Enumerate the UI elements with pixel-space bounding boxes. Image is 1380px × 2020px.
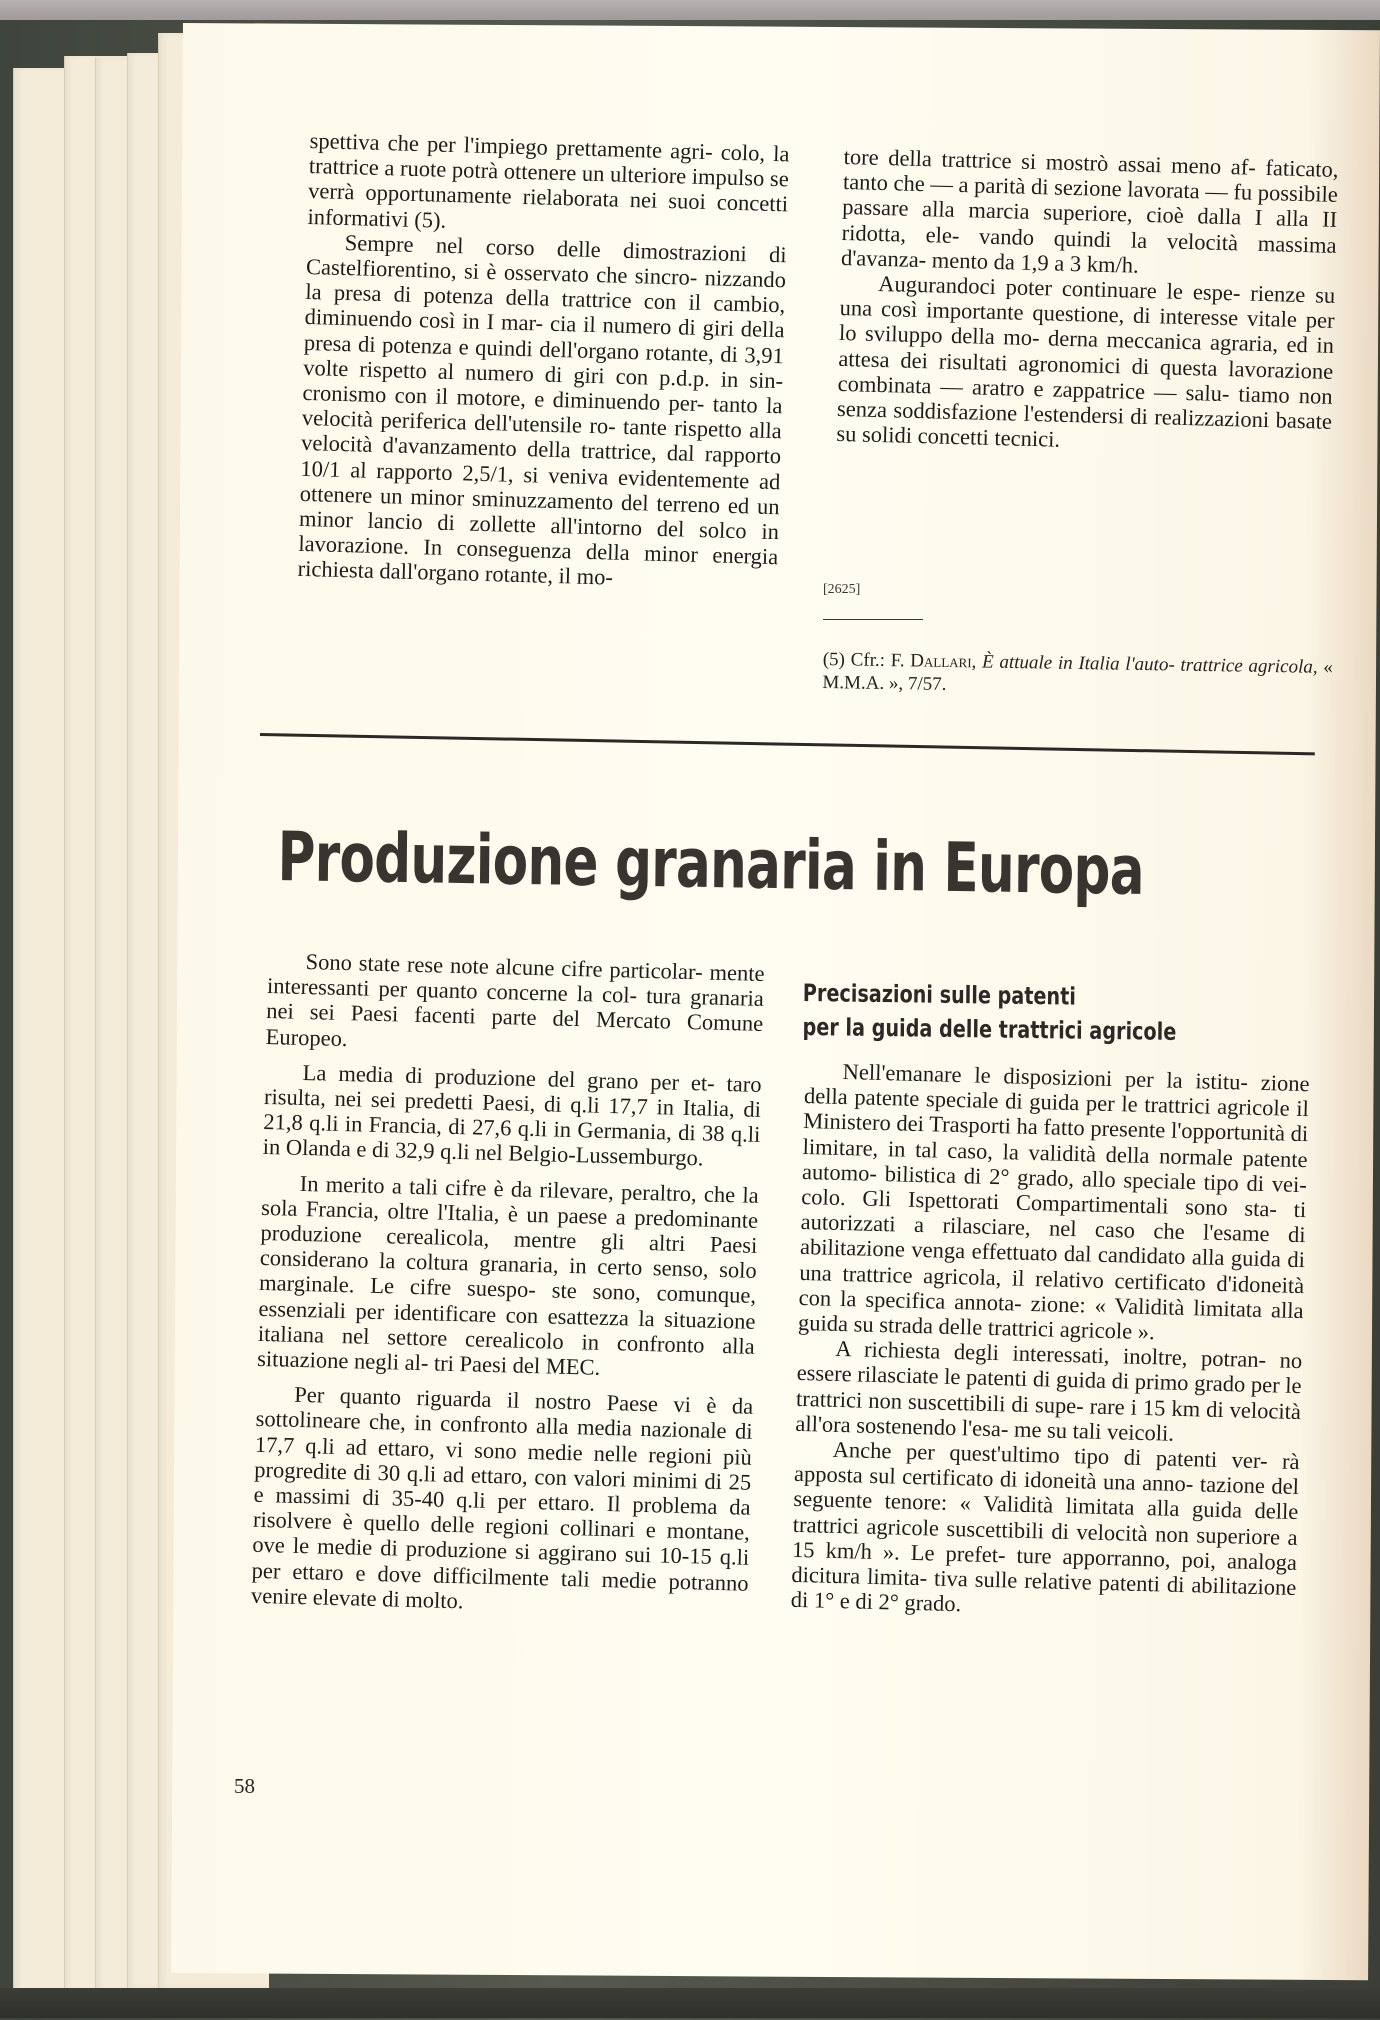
paragraph: Anche per quest'ultimo tipo di patenti ver- rà apposta sul certificato di idoneità una anno- tazione del seguente tenore: « Validità limitata alla guida delle trattrici agricole suscettibili di velocità non superiore a 15 km/h ». Le prefet- ture apporranno, poi, analoga dicitura limita- tiva sulle relative patenti di abilitazione di 1° e di 2° grado. [790,1436,1300,1617]
page-number: 58 [234,1774,255,1798]
paragraph: Nell'emanare le disposizioni per la istitu- zione della patente speciale di guida per le trattrici agricole il Ministero dei Trasporti ha fatto presente l'opportunità di limitare, in tal caso, la validità della normale patente automo- bilistica di 2° grado, allo speciale tipo di vei- colo. Gli Ispettorati Compartimentali sono sta- ti autorizzati a rilasciare, nel caso che l'esame di abilitazione venga effettuato dal candidato alla guida di una trattrice agricola, il relativo certificato d'idoneità con la specifica annota- zione: « Validità limitata alla guida su strada delle trattrici agricole ». [797,1058,1310,1345]
paragraph: Per quanto riguarda il nostro Paese vi è da sottolineare che, in confronto alla media nazionale di 17,7 q.li ad ettaro, vi sono medie nelle regioni più progredite di 30 q.li ad ettaro, con valori minimi di 25 e massimi di 35-40 q.li per ettaro. Il problema da risolvere è quello delle regioni collinari e montane, ove le medie di produzione si aggirano sui 10-15 q.li per ettaro e dove difficilmente tali medie potranno venire elevate di molto. [250,1382,754,1614]
footnote-marker: (5) Cfr.: [822,648,886,671]
paragraph: In merito a tali cifre è da rilevare, peraltro, che la sola Francia, oltre l'Italia, è un paese a predominante produzione cerealicola, mentre gli altri Paesi considerano la coltura granaria, in certo senso, solo marginale. Le cifre suespo- ste sono, comunque, essenziali per identificare con esattezza la situazione italiana nel settore cerealicolo in confronto alla situazione negli al- tri Paesi del MEC. [256,1170,760,1380]
footnote-source: « M.M.A. », 7/57. [822,656,1333,695]
footnote [822,648,1333,702]
main-article-column [251,948,765,1621]
footnote-title: È attuale in Italia l'auto- trattrice agricola, [981,651,1318,678]
paragraph: Sono state rese note alcune cifre particolar- mente interessanti per quanto concerne la col- tura granaria nei sei Paesi facenti parte del Mercato Comune Europeo. [265,948,765,1051]
paragraph: A richiesta degli interessati, inoltre, potran- no essere rilasciate le patenti di guida di primo grado per le trattrici non suscettibili di supe- rare i 15 km di velocità all'ora sostenendo l'esa- me su tali veicoli. [795,1336,1303,1446]
scan-bottom-edge [0,1988,1380,2018]
paragraph: tore della trattrice si mostrò assai meno af- faticato, tanto che — a parità di sezione lavorata — fu possibile passare alla marcia superiore, cioè dalla I alla II ridotta, ele- vando quindi la velocità massima d'avanza- mento da 1,9 a 3 km/h. [840,144,1339,278]
article-code: [2625] [823,582,861,597]
side-headline-line: Precisazioni sulle patenti [802,978,1077,1011]
side-article-column [790,1058,1309,1625]
article-headline: Produzione granaria in Europa [277,818,1145,911]
previous-article-right-column [836,144,1339,459]
paragraph: spettiva che per l'impiego prettamente agri- colo, la trattrice a ruote potrà ottenere un ulteriore impulso se verrà opportunamente rielaborata nei suoi concetti informativi (5). [307,128,790,233]
footnote-author: F. Dallari, [890,650,977,673]
side-headline-line: per la guida delle trattrici agricole [802,1012,1177,1046]
side-article-headline [802,976,1219,1049]
previous-article-left-column [297,128,789,595]
paragraph: La media di produzione del grano per et- taro risulta, nei sei predetti Paesi, di q.li 17,7 in Italia, di 21,8 q.li in Francia, di 27,6 q.li in Germania, di 38 q.li in Olanda e di 32,9 q.li nel Belgio-Lussemburgo. [262,1059,762,1171]
paragraph: Sempre nel corso delle dimostrazioni di Castelfiorentino, si è osservato che sincro- nizzando la presa di potenza della trattrice con il cambio, diminuendo così in I mar- cia il numero di giri della presa di potenza e quindi dell'organo rotante, di 3,91 volte rispetto al numero di giri con p.d.p. in sin- cronismo con il motore, e diminuendo per- tanto la velocità periferica dell'utensile ro- tante rispetto alla velocità d'avanzamento della trattrice, dal rapporto 10/1 al rapporto 2,5/1, si veniva evidentemente ad ottenere un minor sminuzzamento del terreno ed un minor lancio di zollette all'intorno del solco in lavorazione. In conseguenza della minor energia richiesta dall'organo rotante, il mo- [297,229,787,591]
footnote-rule [823,619,923,620]
paragraph: Augurandoci poter continuare le espe- rienze su una così importante questione, di interesse vitale per lo sviluppo della mo- derna meccanica agraria, ed in attesa dei risultati agronomici di questa lavorazione combinata — aratro e zappatrice — salu- tiamo non senza soddisfazione l'estendersi di realizzazioni basate su solidi concetti tecnici. [836,270,1336,452]
